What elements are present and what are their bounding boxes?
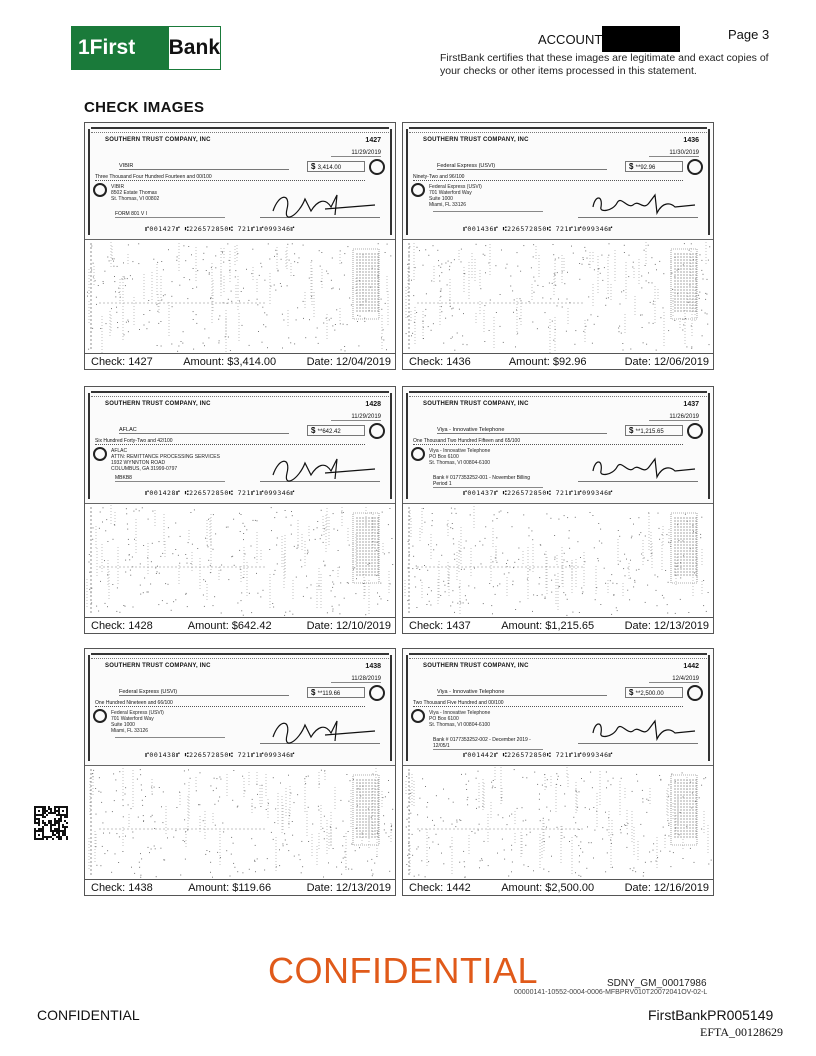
address-line: PO Box 6100 [429, 716, 459, 722]
endorsement-scan [85, 241, 395, 353]
confidential-label: CONFIDENTIAL [37, 1007, 140, 1023]
check-number: 1437 [683, 401, 699, 408]
check-number: 1427 [365, 137, 381, 144]
check-border-left [88, 655, 92, 761]
check-micr-line: ⑈001442⑈ ⑆226572850⑆ 721⑈1⑈099346⑈ [463, 751, 613, 759]
certification-text: FirstBank certifies that these images are legitimate and exact copies of your checks or other items processed in this statement. [440, 52, 769, 77]
check-amount-box [307, 161, 365, 172]
caption-date: Date: 12/16/2019 [624, 882, 709, 894]
check-seal-icon [369, 159, 385, 175]
check-amount-box [625, 161, 683, 172]
batch-code: 00000141-10552-0004-0006-MFBPRV010T20072041OV-02-L [514, 989, 708, 996]
caption-check-number: Check: 1427 [91, 356, 153, 368]
check-amount-words: Six Hundred Forty-Two and 42/100 [95, 438, 365, 445]
endorsement-scan [85, 505, 395, 617]
check-caption [403, 353, 713, 369]
caption-amount: Amount: $642.42 [187, 620, 272, 632]
check-border-right [706, 393, 710, 499]
signature-icon [265, 453, 385, 483]
check-micr-line: ⑈001428⑈ ⑆226572850⑆ 721⑈1⑈099346⑈ [145, 489, 295, 497]
address-line: St. Thomas, VI 00804-6100 [429, 460, 491, 466]
check-amount-words: Three Thousand Four Hundred Fourteen and 00/100 [95, 174, 365, 181]
check-memo: Bank # 0177353252-002 - December 2019 - 12/05/1 [433, 737, 543, 750]
check-border-left [88, 393, 92, 499]
caption-amount: Amount: $3,414.00 [183, 356, 277, 368]
check-back [85, 767, 395, 879]
check-border-top [409, 127, 707, 133]
check-border-top [409, 653, 707, 659]
check-border-top [91, 653, 389, 659]
check-front [85, 123, 395, 240]
section-title: CHECK IMAGES [84, 99, 205, 116]
caption-date: Date: 12/06/2019 [624, 356, 709, 368]
check-date: 11/26/2019 [649, 414, 699, 421]
sdny-bates-number: SDNY_GM_00017986 [607, 978, 707, 989]
address-line: VIBIR [111, 184, 125, 190]
address-line: Suite 1000 [111, 722, 135, 728]
address-line: Viya - Innovative Telephone [429, 710, 491, 716]
check-image-1428 [84, 386, 396, 634]
check-caption [85, 353, 395, 369]
caption-check-number: Check: 1437 [409, 620, 471, 632]
address-line: ATTN: REMITTANCE PROCESSING SERVICES [111, 454, 220, 460]
check-payee: Federal Express (USVI) [119, 689, 289, 696]
check-payee: Federal Express (USVI) [437, 163, 607, 170]
check-border-right [388, 393, 392, 499]
caption-check-number: Check: 1442 [409, 882, 471, 894]
address-line: 701 Waterford Way [111, 716, 154, 722]
qr-code-icon [34, 806, 68, 840]
caption-date: Date: 12/04/2019 [306, 356, 391, 368]
caption-amount: Amount: $1,215.65 [501, 620, 595, 632]
dollar-sign: $ [629, 162, 636, 171]
check-bank-name: SOUTHERN TRUST COMPANY, INC [105, 663, 211, 669]
check-border-top [409, 391, 707, 397]
check-caption [85, 879, 395, 895]
check-seal-icon [93, 183, 107, 197]
caption-date: Date: 12/10/2019 [306, 620, 391, 632]
caption-check-number: Check: 1428 [91, 620, 153, 632]
check-bank-name: SOUTHERN TRUST COMPANY, INC [423, 663, 529, 669]
check-border-right [706, 129, 710, 235]
check-memo: MBKB8 [115, 475, 225, 482]
address-line: Miami, FL 33126 [111, 728, 149, 734]
address-line: Suite 1000 [429, 196, 453, 202]
check-amount-box [625, 687, 683, 698]
check-image-1437 [402, 386, 714, 634]
check-bank-name: SOUTHERN TRUST COMPANY, INC [423, 137, 529, 143]
check-payee-address [429, 710, 490, 728]
check-micr-line: ⑈001436⑈ ⑆226572850⑆ 721⑈1⑈099346⑈ [463, 225, 613, 233]
caption-date: Date: 12/13/2019 [624, 620, 709, 632]
check-amount-words: One Hundred Nineteen and 66/100 [95, 700, 365, 707]
check-memo: FORM 801 V I [115, 211, 225, 218]
account-redaction [602, 26, 680, 52]
check-payee-address [111, 448, 220, 472]
check-seal-icon [687, 159, 703, 175]
check-date: 11/29/2019 [331, 414, 381, 421]
caption-amount: Amount: $92.96 [508, 356, 587, 368]
check-amount-value: **92.96 [635, 165, 656, 171]
check-border-left [88, 129, 92, 235]
check-amount-words: One Thousand Two Hundred Fifteen and 65/100 [413, 438, 683, 445]
caption-check-number: Check: 1438 [91, 882, 153, 894]
check-border-left [406, 129, 410, 235]
check-border-right [388, 129, 392, 235]
check-micr-line: ⑈001427⑈ ⑆226572850⑆ 721⑈1⑈099346⑈ [145, 225, 295, 233]
check-border-right [388, 655, 392, 761]
check-number: 1442 [683, 663, 699, 670]
check-image-1427 [84, 122, 396, 370]
address-line: Miami, FL 33126 [429, 202, 467, 208]
logo-left-text: 1First [72, 27, 169, 69]
check-image-1436 [402, 122, 714, 370]
signature-icon [583, 189, 703, 219]
check-date: 11/30/2019 [649, 150, 699, 157]
check-border-top [91, 127, 389, 133]
check-payee: Viya - Innovative Telephone [437, 427, 607, 434]
check-back [85, 241, 395, 353]
check-seal-icon [411, 183, 425, 197]
check-seal-icon [369, 423, 385, 439]
check-memo [433, 211, 543, 212]
check-payee-address [429, 184, 482, 208]
check-back [403, 767, 713, 879]
check-front [85, 649, 395, 766]
check-seal-icon [687, 685, 703, 701]
address-line: Federal Express (USVI) [429, 184, 482, 190]
signature-icon [583, 715, 703, 745]
check-border-left [406, 655, 410, 761]
check-micr-line: ⑈001438⑈ ⑆226572850⑆ 721⑈1⑈099346⑈ [145, 751, 295, 759]
check-caption [403, 617, 713, 633]
efta-number: EFTA_00128629 [700, 1025, 784, 1039]
dollar-sign: $ [311, 426, 318, 435]
check-amount-box [307, 425, 365, 436]
check-payee: AFLAC [119, 427, 289, 434]
check-amount-words: Ninety-Two and 96/100 [413, 174, 683, 181]
check-back [403, 241, 713, 353]
check-image-1442 [402, 648, 714, 896]
check-front [403, 123, 713, 240]
caption-amount: Amount: $2,500.00 [501, 882, 595, 894]
firstbank-logo [71, 26, 221, 70]
check-number: 1436 [683, 137, 699, 144]
check-micr-line: ⑈001437⑈ ⑆226572850⑆ 721⑈1⑈099346⑈ [463, 489, 613, 497]
check-seal-icon [369, 685, 385, 701]
check-border-left [406, 393, 410, 499]
address-line: AFLAC [111, 448, 128, 454]
check-border-right [706, 655, 710, 761]
check-amount-value: **2,500.00 [635, 691, 664, 697]
endorsement-scan [403, 767, 713, 879]
check-seal-icon [687, 423, 703, 439]
check-seal-icon [93, 447, 107, 461]
check-payee-address [111, 184, 159, 202]
check-amount-value: **119.66 [317, 691, 341, 697]
caption-amount: Amount: $119.66 [188, 882, 272, 894]
page-number: Page 3 [728, 27, 770, 42]
check-amount-words: Two Thousand Five Hundred and 00/100 [413, 700, 683, 707]
check-front [403, 649, 713, 766]
account-label [538, 26, 680, 52]
check-bank-name: SOUTHERN TRUST COMPANY, INC [105, 137, 211, 143]
address-line: 8502 Estate Thomas [111, 190, 158, 196]
check-amount-box [307, 687, 365, 698]
check-amount-value: **642.42 [317, 429, 341, 435]
check-number: 1438 [365, 663, 381, 670]
check-caption [85, 617, 395, 633]
firstbank-doc-id: FirstBankPR005149 [648, 1007, 774, 1023]
check-payee-address [111, 710, 164, 734]
check-caption [403, 879, 713, 895]
check-amount-value: 3,414.00 [317, 165, 342, 171]
check-seal-icon [411, 709, 425, 723]
check-seal-icon [93, 709, 107, 723]
confidential-watermark: CONFIDENTIAL [268, 950, 539, 991]
check-seal-icon [411, 447, 425, 461]
signature-icon [265, 189, 385, 219]
caption-date: Date: 12/13/2019 [306, 882, 391, 894]
check-date: 12/4/2019 [649, 676, 699, 683]
dollar-sign: $ [311, 688, 318, 697]
check-memo [115, 737, 225, 738]
dollar-sign: $ [629, 426, 636, 435]
caption-check-number: Check: 1436 [409, 356, 471, 368]
address-line: PO Box 6100 [429, 454, 459, 460]
check-payee-address [429, 448, 490, 466]
address-line: St. Thomas, VI 00804-6100 [429, 722, 491, 728]
check-date: 11/29/2019 [331, 150, 381, 157]
dollar-sign: $ [311, 162, 318, 171]
check-memo: Bank # 0177353252-001 - November Billing Period 1 [433, 475, 543, 488]
check-amount-value: **1,215.65 [635, 429, 664, 435]
check-bank-name: SOUTHERN TRUST COMPANY, INC [105, 401, 211, 407]
address-line: 1932 WYNNTON ROAD [111, 460, 166, 466]
account-label-text: ACCOUNT [538, 31, 603, 47]
check-back [403, 505, 713, 617]
logo-right-text: Bank [169, 27, 220, 69]
check-amount-box [625, 425, 683, 436]
check-front [403, 387, 713, 504]
check-border-top [91, 391, 389, 397]
check-back [85, 505, 395, 617]
address-line: St. Thomas, VI 00802 [111, 196, 160, 202]
check-number: 1428 [365, 401, 381, 408]
endorsement-scan [403, 505, 713, 617]
address-line: COLUMBUS, GA 31999-0797 [111, 466, 178, 472]
check-front [85, 387, 395, 504]
signature-icon [265, 715, 385, 745]
check-payee: VIBIR [119, 163, 289, 170]
check-date: 11/28/2019 [331, 676, 381, 683]
address-line: Federal Express (USVI) [111, 710, 164, 716]
dollar-sign: $ [629, 688, 636, 697]
signature-icon [583, 453, 703, 483]
endorsement-scan [403, 241, 713, 353]
check-bank-name: SOUTHERN TRUST COMPANY, INC [423, 401, 529, 407]
endorsement-scan [85, 767, 395, 879]
check-image-1438 [84, 648, 396, 896]
check-payee: Viya - Innovative Telephone [437, 689, 607, 696]
address-line: Viya - Innovative Telephone [429, 448, 491, 454]
address-line: 701 Waterford Way [429, 190, 472, 196]
